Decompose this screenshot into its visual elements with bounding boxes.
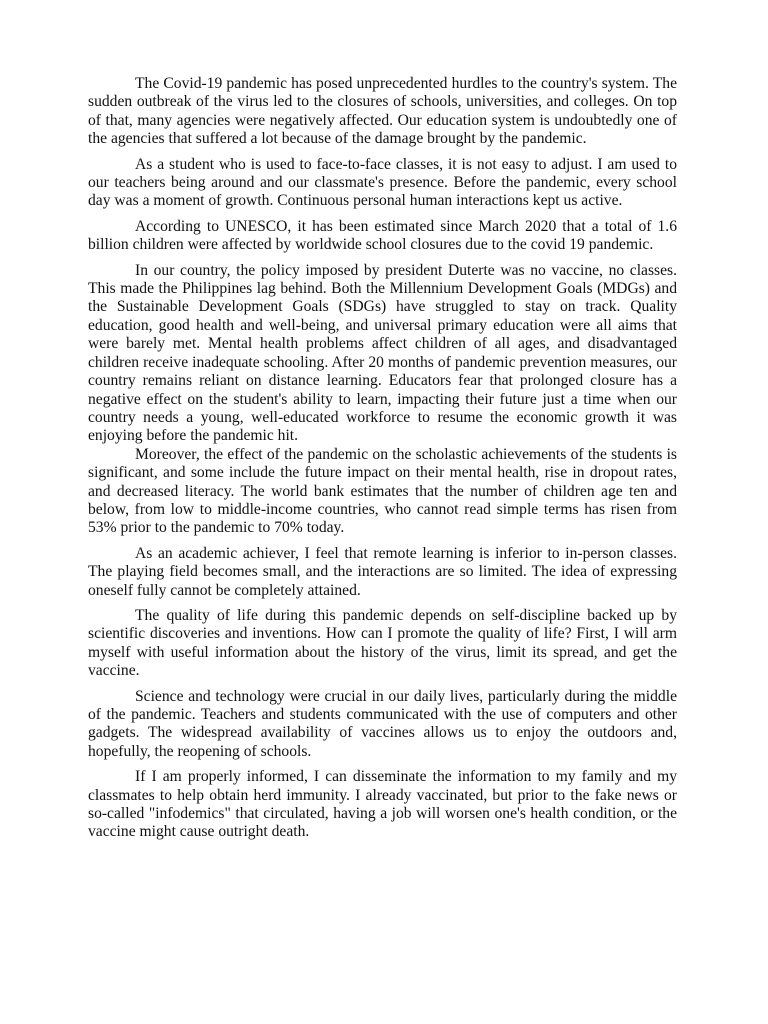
paragraph-3: According to UNESCO, it has been estimated since March 2020 that a total of 1.6 billion children were affected by worldwide school closures due to the covid 19 pandemic. [88, 217, 677, 254]
paragraph-4: In our country, the policy imposed by president Duterte was no vaccine, no classes. This made the Philippines lag behind. Both the Millennium Development Goals (MDGs) and the Sustainable Development Goals (SDGs) have struggled to stay on track. Quality education, good health and well-being, and universal primary education were all aims that were barely met. Mental health problems affect children of all ages, and disadvantaged children receive inadequate schooling. After 20 months of pandemic prevention measures, our country remains reliant on distance learning. Educators fear that prolonged closure has a negative effect on the student's ability to learn, impacting their future just a time when our country needs a young, well-educated workforce to resume the economic growth it was enjoying before the pandemic hit. [88, 261, 677, 445]
paragraph-8: Science and technology were crucial in our daily lives, particularly during the middle of the pandemic. Teachers and students communicated with the use of computers and other gadgets. The widespread availability of vaccines allows us to enjoy the outdoors and, hopefully, the reopening of schools. [88, 687, 677, 760]
paragraph-7: The quality of life during this pandemic depends on self-discipline backed up by scientific discoveries and inventions. How can I promote the quality of life? First, I will arm myself with useful information about the history of the virus, limit its spread, and get the vaccine. [88, 606, 677, 680]
paragraph-5: Moreover, the effect of the pandemic on the scholastic achievements of the students is significant, and some include the future impact on their mental health, rise in dropout rates, and decreased literacy. The world bank estimates that the number of children age ten and below, from low to middle-income countries, who cannot read simple terms has risen from 53% prior to the pandemic to 70% today. [88, 445, 677, 537]
paragraph-2: As a student who is used to face-to-face classes, it is not easy to adjust. I am used to our teachers being around and our classmate's presence. Before the pandemic, every school day was a moment of growth. Continuous personal human interactions kept us active. [88, 155, 677, 210]
paragraph-6: As an academic achiever, I feel that remote learning is inferior to in-person classes. The playing field becomes small, and the interactions are so limited. The idea of expressing oneself fully cannot be completely attained. [88, 544, 677, 599]
document-page [88, 75, 677, 849]
paragraph-9: If I am properly informed, I can disseminate the information to my family and my classmates to help obtain herd immunity. I already vaccinated, but prior to the fake news or so-called "infodemics" that circulated, having a job will worsen one's health condition, or the vaccine might cause outright death. [88, 768, 677, 841]
paragraph-1: The Covid-19 pandemic has posed unprecedented hurdles to the country's system. The sudden outbreak of the virus led to the closures of schools, universities, and colleges. On top of that, many agencies were negatively affected. Our education system is undoubtedly one of the agencies that suffered a lot because of the damage brought by the pandemic. [88, 75, 677, 148]
